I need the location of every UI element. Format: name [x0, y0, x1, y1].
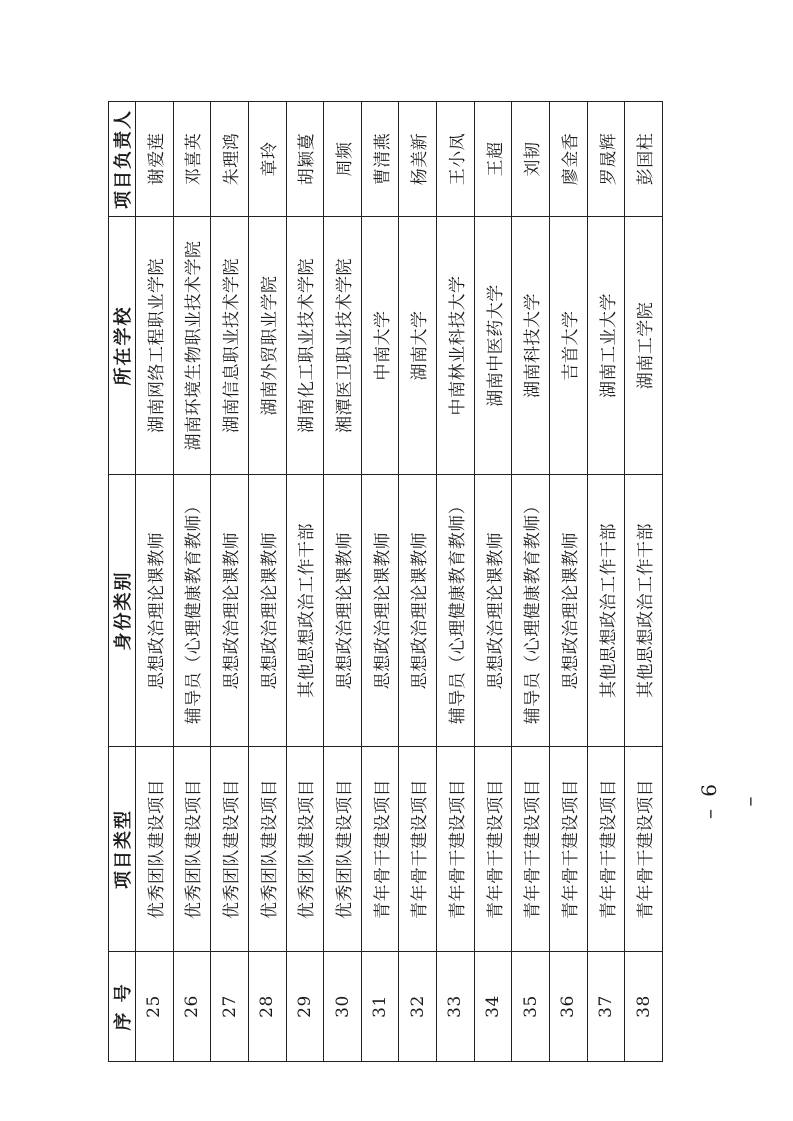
cell-seq: 34	[474, 952, 512, 1062]
table-row	[550, 102, 588, 1062]
cell-seq: 25	[136, 952, 174, 1062]
cell-identity-category: 思想政治理论课教师	[550, 475, 588, 747]
cell-seq: 35	[512, 952, 550, 1062]
cell-project-type: 优秀团队建设项目	[324, 747, 362, 952]
cell-project-lead: 杨美新	[399, 102, 437, 217]
table-row	[587, 102, 625, 1062]
cell-project-lead: 曹清燕	[361, 102, 399, 217]
cell-school: 中南大学	[361, 217, 399, 475]
cell-school: 湘潭医卫职业技术学院	[324, 217, 362, 475]
cell-project-lead: 邓喜英	[173, 102, 211, 217]
table-row	[361, 102, 399, 1062]
rotated-table-container	[108, 102, 663, 1062]
cell-project-type: 青年骨干建设项目	[625, 747, 663, 952]
table-row	[474, 102, 512, 1062]
header-identity-category: 身份类别	[109, 475, 136, 747]
cell-seq: 33	[437, 952, 475, 1062]
cell-seq: 32	[399, 952, 437, 1062]
cell-identity-category: 其他思想政治工作干部	[286, 475, 324, 747]
table-row	[286, 102, 324, 1062]
cell-identity-category: 思想政治理论课教师	[211, 475, 249, 747]
cell-project-lead: 周频	[324, 102, 362, 217]
cell-identity-category: 思想政治理论课教师	[474, 475, 512, 747]
cell-identity-category: 其他思想政治工作干部	[625, 475, 663, 747]
cell-seq: 27	[211, 952, 249, 1062]
cell-seq: 26	[173, 952, 211, 1062]
cell-project-lead: 王小凤	[437, 102, 475, 217]
table-row	[324, 102, 362, 1062]
cell-project-type: 青年骨干建设项目	[550, 747, 588, 952]
cell-project-type: 优秀团队建设项目	[286, 747, 324, 952]
table-row	[248, 102, 286, 1062]
cell-project-lead: 廖金香	[550, 102, 588, 217]
cell-identity-category: 思想政治理论课教师	[136, 475, 174, 747]
table-row	[437, 102, 475, 1062]
cell-school: 湖南化工职业技术学院	[286, 217, 324, 475]
cell-school: 湖南网络工程职业学院	[136, 217, 174, 475]
cell-seq: 29	[286, 952, 324, 1062]
cell-identity-category: 思想政治理论课教师	[399, 475, 437, 747]
project-table	[108, 101, 663, 1062]
cell-project-lead: 谢爱莲	[136, 102, 174, 217]
cell-project-type: 青年骨干建设项目	[361, 747, 399, 952]
header-project-type: 项目类型	[109, 747, 136, 952]
header-project-lead: 项目负责人	[109, 102, 136, 217]
cell-school: 湖南工学院	[625, 217, 663, 475]
table-row	[211, 102, 249, 1062]
table-row	[173, 102, 211, 1062]
cell-project-lead: 章玲	[248, 102, 286, 217]
cell-project-type: 青年骨干建设项目	[474, 747, 512, 952]
cell-project-lead: 刘韧	[512, 102, 550, 217]
page-number: – 6 –	[697, 780, 761, 820]
header-school: 所在学校	[109, 217, 136, 475]
cell-identity-category: 思想政治理论课教师	[361, 475, 399, 747]
cell-project-type: 优秀团队建设项目	[211, 747, 249, 952]
cell-school: 湖南科技大学	[512, 217, 550, 475]
cell-project-lead: 罗晟辉	[587, 102, 625, 217]
table-row	[512, 102, 550, 1062]
cell-school: 湖南中医药大学	[474, 217, 512, 475]
cell-project-lead: 王超	[474, 102, 512, 217]
cell-identity-category: 辅导员（心理健康教育教师）	[437, 475, 475, 747]
cell-project-type: 青年骨干建设项目	[512, 747, 550, 952]
cell-identity-category: 其他思想政治工作干部	[587, 475, 625, 747]
cell-identity-category: 思想政治理论课教师	[248, 475, 286, 747]
cell-project-lead: 彭国柱	[625, 102, 663, 217]
cell-school: 湖南信息职业技术学院	[211, 217, 249, 475]
cell-seq: 38	[625, 952, 663, 1062]
cell-project-type: 优秀团队建设项目	[136, 747, 174, 952]
table-row	[625, 102, 663, 1062]
cell-project-type: 青年骨干建设项目	[399, 747, 437, 952]
cell-project-lead: 朱理鸿	[211, 102, 249, 217]
cell-identity-category: 辅导员（心理健康教育教师）	[173, 475, 211, 747]
cell-seq: 36	[550, 952, 588, 1062]
cell-project-type: 优秀团队建设项目	[248, 747, 286, 952]
table-row	[399, 102, 437, 1062]
cell-identity-category: 辅导员（心理健康教育教师）	[512, 475, 550, 747]
table-header-row	[109, 102, 136, 1062]
cell-identity-category: 思想政治理论课教师	[324, 475, 362, 747]
cell-seq: 31	[361, 952, 399, 1062]
table-body	[136, 102, 663, 1062]
cell-project-type: 青年骨干建设项目	[587, 747, 625, 952]
cell-project-lead: 胡颖蔓	[286, 102, 324, 217]
cell-school: 湖南环境生物职业技术学院	[173, 217, 211, 475]
cell-project-type: 优秀团队建设项目	[173, 747, 211, 952]
cell-seq: 28	[248, 952, 286, 1062]
cell-seq: 30	[324, 952, 362, 1062]
cell-school: 湖南外贸职业学院	[248, 217, 286, 475]
cell-school: 湖南大学	[399, 217, 437, 475]
cell-seq: 37	[587, 952, 625, 1062]
cell-school: 中南林业科技大学	[437, 217, 475, 475]
cell-school: 湖南工业大学	[587, 217, 625, 475]
cell-school: 吉首大学	[550, 217, 588, 475]
header-seq: 序 号	[109, 952, 136, 1062]
table-row	[136, 102, 174, 1062]
cell-project-type: 青年骨干建设项目	[437, 747, 475, 952]
